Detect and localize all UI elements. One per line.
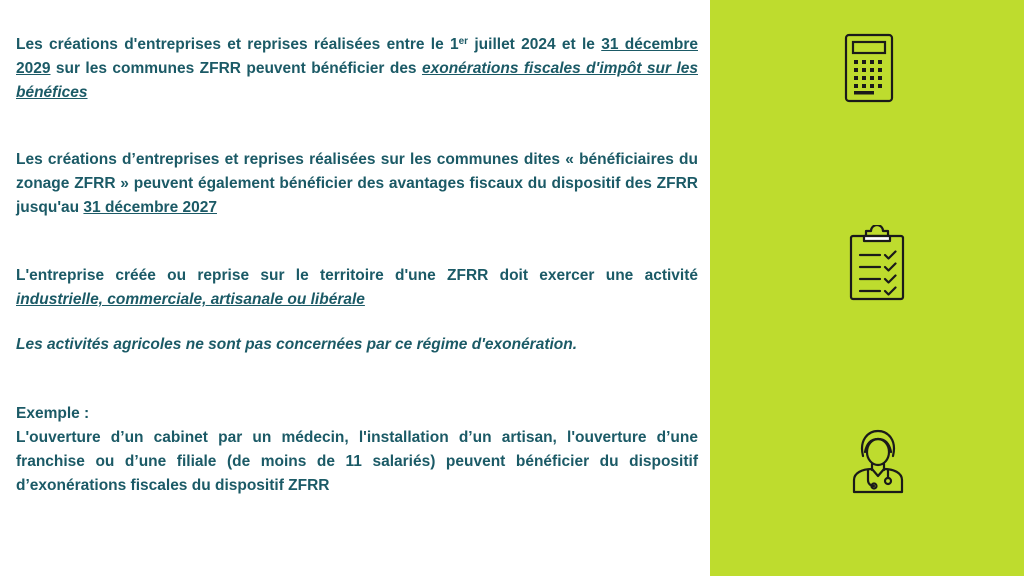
clipboard-checklist-icon: [848, 225, 906, 303]
sidebar-panel: [710, 0, 1024, 576]
p1-text-end: sur les communes ZFRR peuvent bénéficier des: [50, 60, 422, 77]
paragraph-activite: [16, 264, 698, 312]
calculator-icon: [844, 33, 894, 103]
p2-text: Les créations d’entreprises et reprises réalisées sur les communes dites « bénéficiaires du zonage ZFRR » peuvent également bénéficier des avantages fiscaux du dispositif des ZFRR jusqu'au: [16, 151, 698, 216]
paragraph-exemple: [16, 402, 698, 498]
p3-activite-link[interactable]: industrielle, commerciale, artisanale ou libérale: [16, 291, 365, 308]
example-heading: Exemple :: [16, 405, 90, 422]
p1-superscript: er: [458, 36, 469, 47]
p1-text-mid: juillet 2024 et le: [468, 36, 602, 53]
paragraph-zfrr-exoneration: [16, 33, 698, 105]
doctor-icon: [850, 428, 906, 494]
paragraph-zonage-beneficiaires: [16, 148, 698, 220]
p1-exoneration-link[interactable]: exonérations fiscales d'impôt sur les bénéfices: [16, 60, 698, 101]
main-content: [16, 0, 698, 576]
p1-date-link[interactable]: 31 décembre 2029: [16, 36, 698, 77]
p3-text: L'entreprise créée ou reprise sur le territoire d'une ZFRR doit exercer une activité: [16, 267, 698, 284]
p2-date-link[interactable]: 31 décembre 2027: [83, 199, 217, 216]
paragraph-agricoles: Les activités agricoles ne sont pas concernées par ce régime d'exonération.: [16, 336, 578, 353]
p1-text-start: Les créations d'entreprises et reprises réalisées entre le 1: [16, 36, 459, 53]
example-body: L'ouverture d’un cabinet par un médecin, l'installation d’un artisan, l'ouverture d’une franchise ou d’une filiale (de moins de 11 salariés) peuvent bénéficier du dispositif d’exonérations fiscales du dispositif ZFRR: [16, 429, 698, 494]
